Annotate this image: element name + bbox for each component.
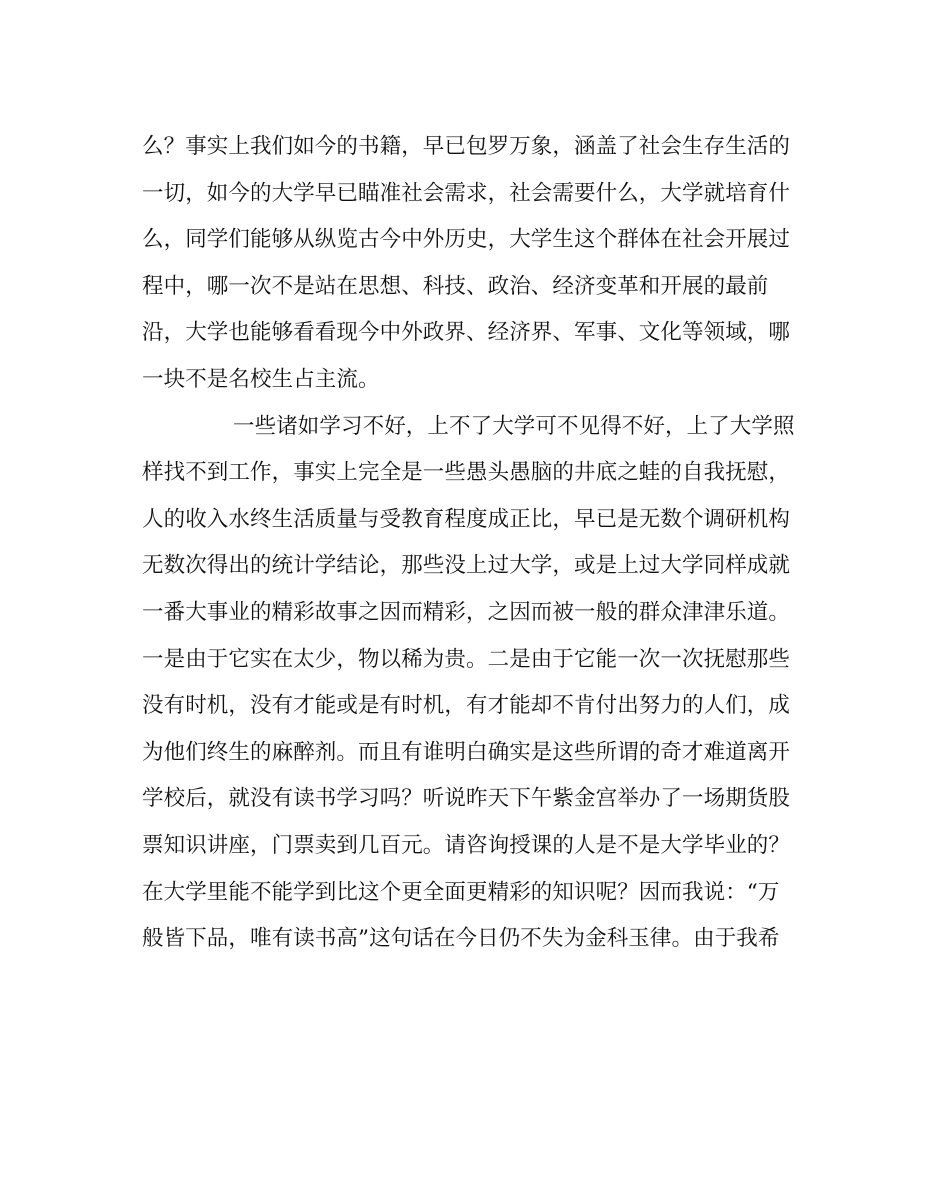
text-line: 程中，哪一次不是站在思想、科技、政治、经济变革和开展的最前 — [142, 273, 769, 299]
text-line: 一是由于它实在太少，物以稀为贵。二是由于它能一次一次抚慰那些 — [142, 646, 791, 672]
text-line: 一切，如今的大学早已瞄准社会需求，社会需要什么，大学就培育什 — [142, 180, 791, 206]
text-line: 一块不是名校生占主流。 — [142, 366, 380, 392]
text-line: 样找不到工作，事实上完全是一些愚头愚脑的井底之蛙的自我抚慰， — [142, 460, 791, 486]
text-line: 在大学里能不能学到比这个更全面更精彩的知识呢？因而我说：“万 — [142, 879, 780, 905]
text-line: 么？事实上我们如今的书籍，早已包罗万象，涵盖了社会生存生活的 — [142, 134, 791, 159]
text-line: 无数次得出的统计学结论，那些没上过大学，或是上过大学同样成就 — [142, 553, 791, 579]
text-line: 么，同学们能够从纵览古今中外历史，大学生这个群体在社会开展过 — [142, 227, 791, 253]
text-line: 般皆下品，唯有读书高”这句话在今日仍不失为金科玉律。由于我希 — [142, 926, 780, 952]
text-line: 人的收入水终生活质量与受教育程度成正比，早已是无数个调研机构 — [142, 506, 791, 532]
paragraph-first-line: 一些诸如学习不好，上不了大学可不见得不好，上了大学照 — [233, 413, 795, 439]
text-line: 没有时机，没有才能或是有时机，有才能却不肯付出努力的人们，成 — [142, 693, 791, 719]
body-text — [142, 124, 812, 963]
text-line: 学校后，就没有读书学习吗？听说昨天下午紫金宫举办了一场期货股 — [142, 786, 791, 812]
text-line: 一番大事业的精彩故事之因而精彩，之因而被一般的群众津津乐道。 — [142, 599, 791, 625]
text-line: 票知识讲座，门票卖到几百元。请咨询授课的人是不是大学毕业的？ — [142, 832, 791, 858]
text-line: 沿，大学也能够看看现今中外政界、经济界、军事、文化等领域，哪 — [142, 320, 791, 346]
text-line: 为他们终生的麻醉剂。而且有谁明白确实是这些所谓的奇才难道离开 — [142, 739, 791, 765]
